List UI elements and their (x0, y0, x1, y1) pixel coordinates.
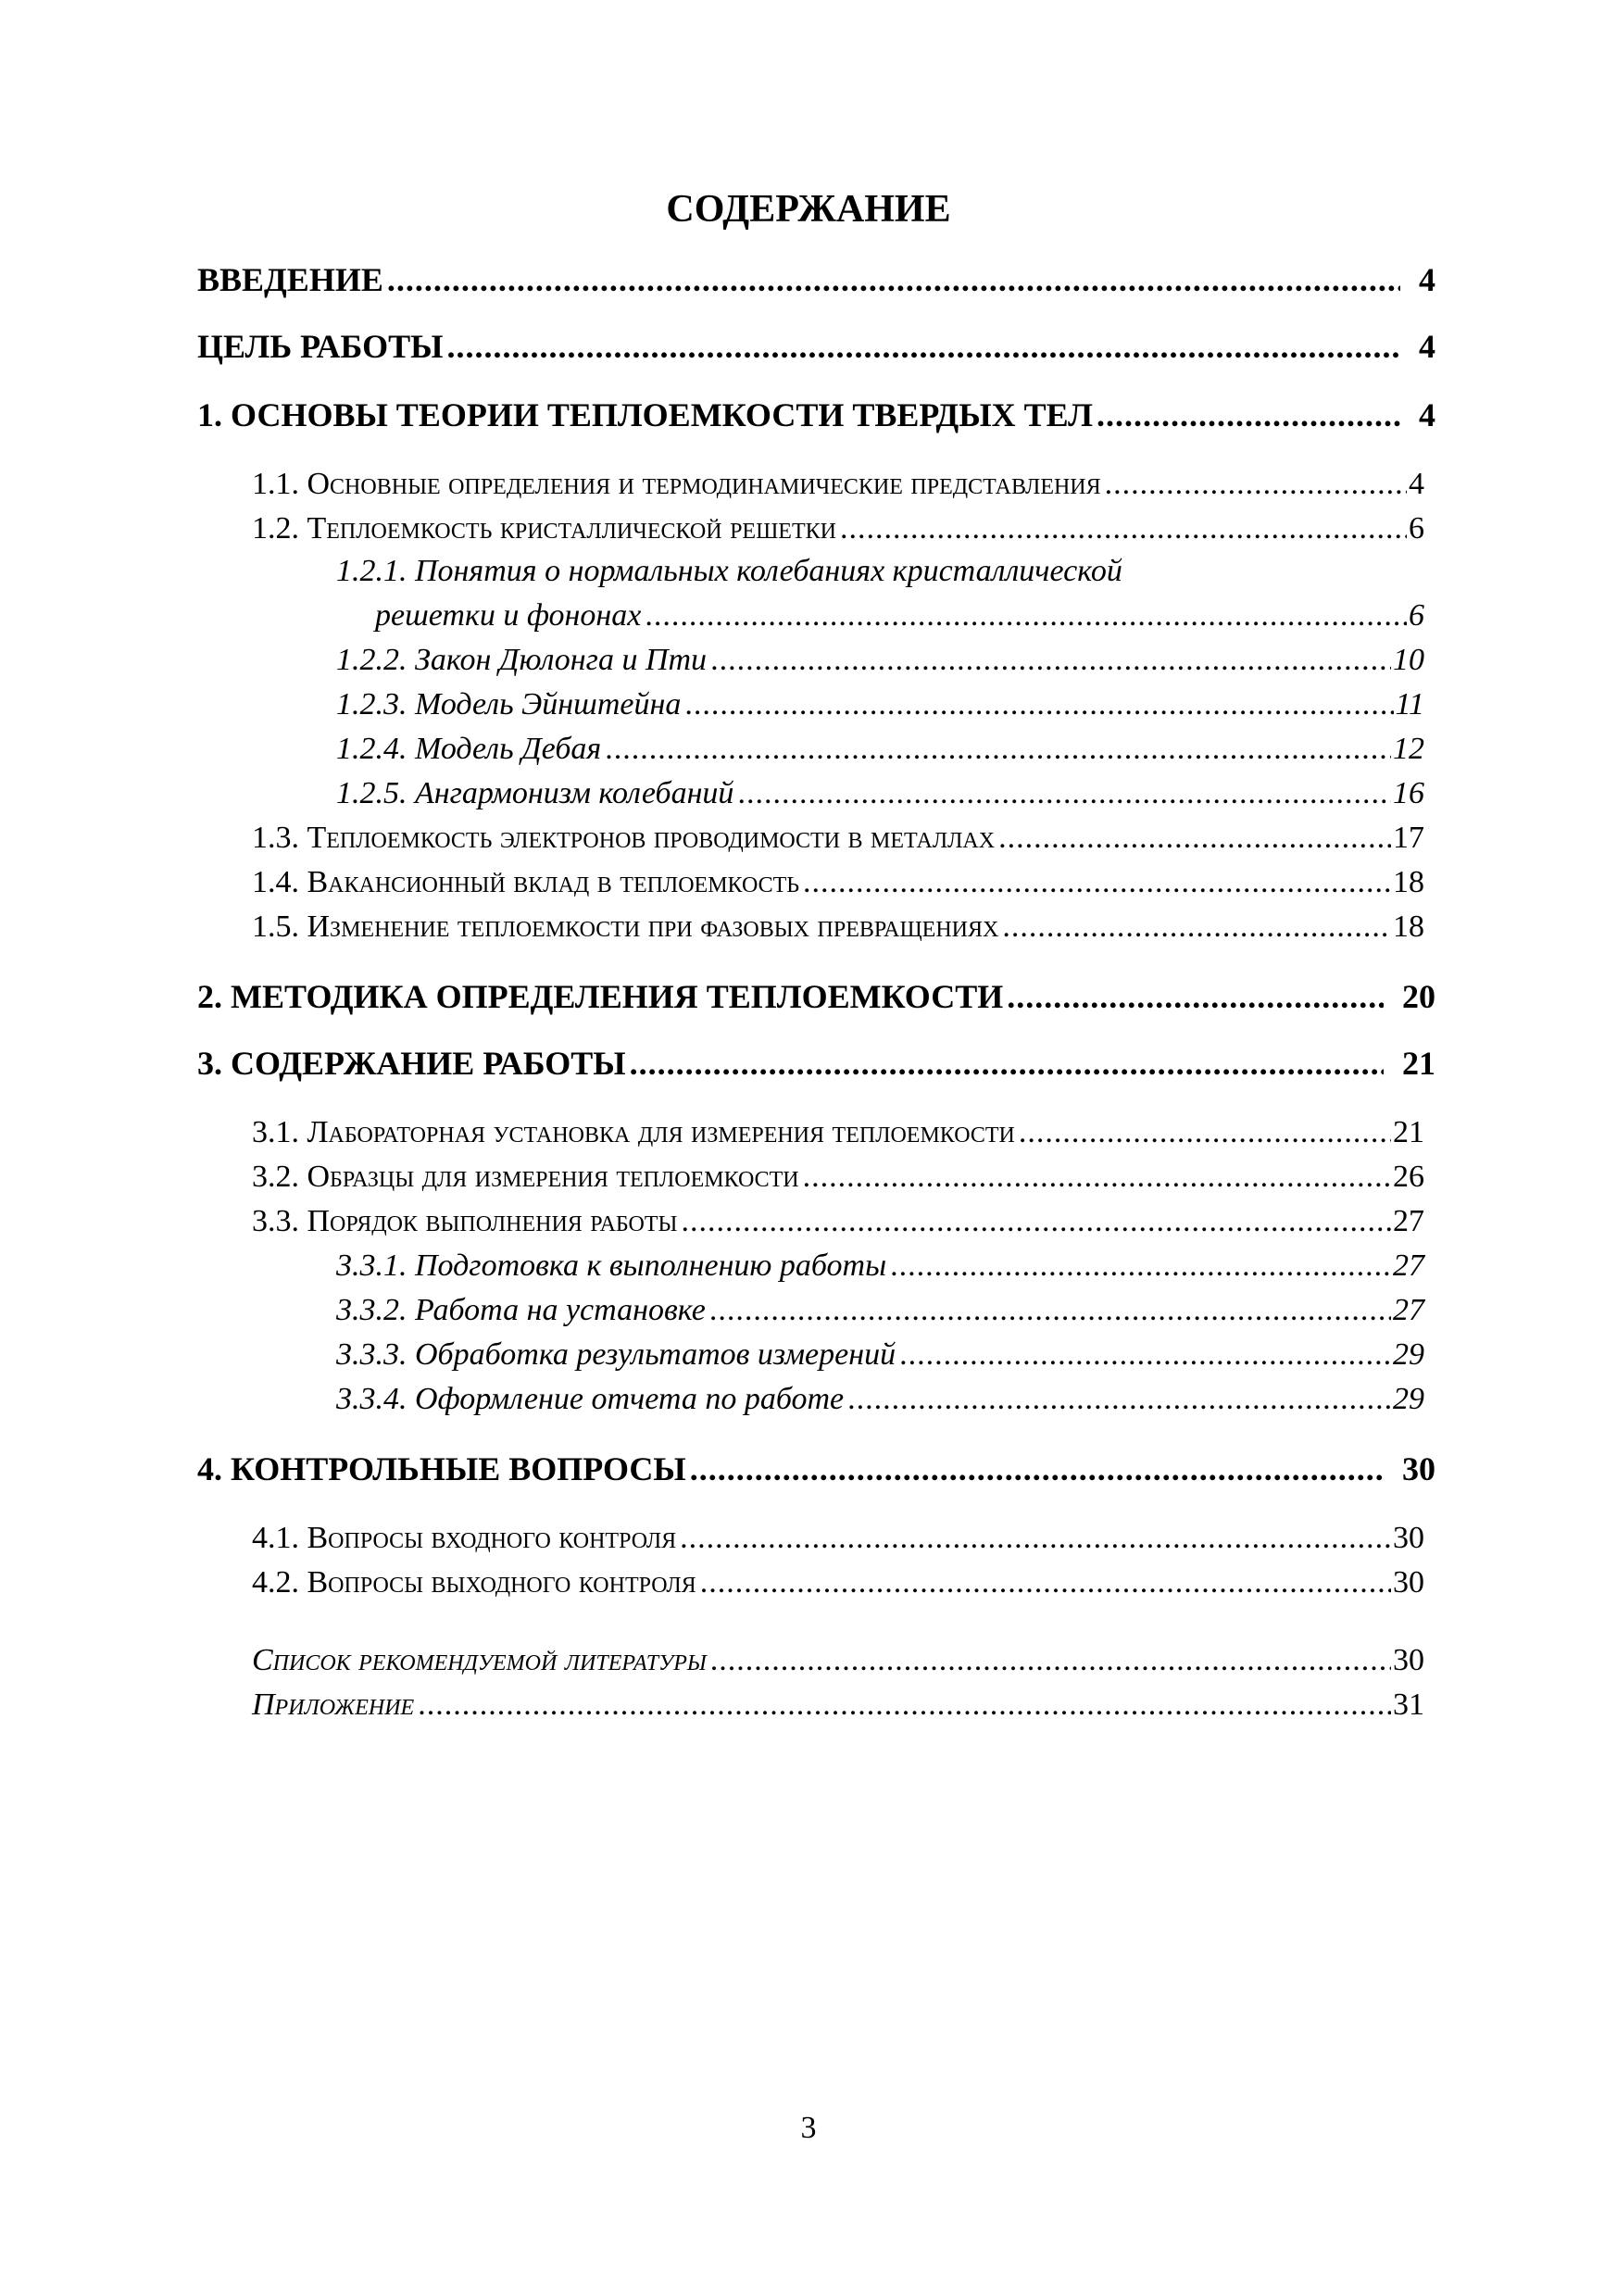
toc-entry-page: 20 (1402, 978, 1435, 1015)
dot-leader (680, 1517, 1391, 1560)
dot-leader (890, 1245, 1391, 1287)
toc-entry-page: 4 (1419, 396, 1435, 433)
dot-leader (737, 772, 1391, 815)
dot-leader (1019, 1111, 1391, 1154)
toc-entry-label: 3.3.1. Подготовка к выполнению работы (336, 1248, 887, 1283)
dot-leader (630, 1041, 1384, 1085)
dot-leader (681, 1200, 1391, 1243)
toc-entry-page: 30 (1393, 1643, 1424, 1677)
toc-entry-page: 17 (1393, 821, 1424, 855)
dot-leader (446, 324, 1400, 369)
toc-entry-section-4[interactable] (197, 1447, 1435, 1491)
toc-entry-label: Список рекомендуемой литературы (252, 1643, 707, 1677)
toc-entry-appendix[interactable] (252, 1684, 1424, 1726)
toc-entry-1-2[interactable] (252, 508, 1424, 550)
toc-entry-1-4[interactable] (252, 861, 1424, 904)
toc-entry-section-3[interactable] (197, 1041, 1435, 1085)
toc-entry-1-3[interactable] (252, 817, 1424, 859)
toc-entry-page: 29 (1393, 1337, 1424, 1372)
toc-entry-label: 1.2.4. Модель Дебая (336, 732, 602, 766)
dot-leader (700, 1562, 1391, 1604)
toc-entry-label: 3. СОДЕРЖАНИЕ РАБОТЫ (197, 1045, 626, 1082)
page-number: 3 (800, 2111, 817, 2145)
toc-entry-label: 1.2.5. Ангармонизм колебаний (336, 776, 734, 810)
toc-entry-label: 3.3.2. Работа на установке (336, 1293, 706, 1327)
toc-entry-label: 1. ОСНОВЫ ТЕОРИИ ТЕПЛОЕМКОСТИ ТВЕРДЫХ ТЕЛ (197, 396, 1093, 433)
toc-entry-page: 31 (1393, 1687, 1424, 1722)
toc-entry-1-2-3[interactable] (336, 684, 1424, 726)
toc-entry-label: 1.2.3. Модель Эйнштейна (336, 687, 682, 721)
dot-leader (645, 595, 1407, 637)
toc-entry-1-2-2[interactable] (336, 639, 1424, 682)
toc-entry-label: 2. МЕТОДИКА ОПРЕДЕЛЕНИЯ ТЕПЛОЕМКОСТИ (197, 978, 1004, 1015)
toc-entry-section-1[interactable] (197, 393, 1435, 437)
toc-entry-3-3[interactable] (252, 1200, 1424, 1243)
toc-entry-label: 3.3. Порядок выполнения работы (252, 1204, 678, 1238)
toc-entry-page: 4 (1409, 467, 1424, 501)
toc-entry-label: 1.3. Теплоемкость электронов проводимости в металлах (252, 821, 996, 855)
toc-entry-label: 3.2. Образцы для измерения теплоемкости (252, 1160, 799, 1194)
toc-entry-3-2[interactable] (252, 1156, 1424, 1198)
dot-leader (710, 639, 1391, 682)
toc-entry-page: 18 (1393, 865, 1424, 899)
dot-leader (847, 1378, 1391, 1421)
dot-leader (1105, 463, 1407, 506)
toc-entry-label: 4.2. Вопросы выходного контроля (252, 1565, 696, 1600)
toc-entry-3-3-1[interactable] (336, 1245, 1424, 1287)
toc-entry-3-1[interactable] (252, 1111, 1424, 1154)
toc-entry-page: 26 (1393, 1160, 1424, 1194)
toc-entry-page: 12 (1393, 732, 1424, 766)
dot-leader (387, 257, 1400, 302)
toc-entry-label: 4. КОНТРОЛЬНЫЕ ВОПРОСЫ (197, 1450, 686, 1487)
dot-leader (1007, 974, 1384, 1019)
toc-entry-label: 1.2. Теплоемкость кристаллической решетки (252, 511, 836, 546)
toc-entry-4-2[interactable] (252, 1562, 1424, 1604)
toc-entry-label: 1.5. Изменение теплоемкости при фазовых превращениях (252, 910, 999, 944)
toc-entry-label: 1.2.2. Закон Дюлонга и Пти (336, 643, 708, 677)
toc-entry-page: 10 (1393, 643, 1424, 677)
toc-entry-1-5[interactable] (252, 906, 1424, 948)
dot-leader (605, 728, 1391, 771)
dot-leader (684, 684, 1393, 726)
dot-leader (1097, 393, 1400, 437)
toc-entry-label: 1.4. Вакансионный вклад в теплоемкость (252, 865, 800, 899)
toc-entry-label: Приложение (252, 1687, 415, 1722)
toc-entry-1-2-4[interactable] (336, 728, 1424, 771)
dot-leader (690, 1447, 1384, 1491)
dot-leader (709, 1289, 1391, 1332)
toc-entry-page: 6 (1409, 598, 1424, 633)
dot-leader (418, 1684, 1391, 1726)
dot-leader (710, 1639, 1391, 1682)
toc-entry-page: 27 (1393, 1293, 1424, 1327)
toc-entry-page: 4 (1419, 328, 1435, 365)
dot-leader (998, 817, 1391, 859)
toc-entry-4-1[interactable] (252, 1517, 1424, 1560)
toc-entry-page: 16 (1393, 776, 1424, 810)
toc-entry-1-2-1-first-line[interactable]: 1.2.1. Понятия о нормальных колебаниях кристаллической (336, 554, 1122, 588)
toc-entry-page: 4 (1419, 261, 1435, 298)
toc-entry-1-2-1[interactable] (375, 595, 1424, 637)
toc-entry-label: 3.3.4. Оформление отчета по работе (336, 1382, 845, 1416)
dot-leader (803, 1156, 1391, 1198)
toc-entry-page: 29 (1393, 1382, 1424, 1416)
page-title: СОДЕРЖАНИЕ (666, 188, 951, 231)
toc-entry-page: 27 (1393, 1204, 1424, 1238)
toc-entry-label: решетки и фононах (375, 598, 642, 633)
toc-entry-label: 3.3.3. Обработка результатов измерений (336, 1337, 896, 1372)
toc-entry-3-3-4[interactable] (336, 1378, 1424, 1421)
toc-entry-label: 1.1. Основные определения и термодинамические представления (252, 467, 1101, 501)
toc-entry-label: ЦЕЛЬ РАБОТЫ (197, 328, 444, 365)
toc-entry-page: 21 (1402, 1045, 1435, 1082)
toc-entry-page: 6 (1409, 511, 1424, 546)
toc-entry-page: 30 (1393, 1521, 1424, 1555)
dot-leader (899, 1334, 1391, 1376)
toc-entry-section-2[interactable] (197, 974, 1435, 1019)
toc-entry-page: 30 (1402, 1450, 1435, 1487)
dot-leader (840, 508, 1407, 550)
dot-leader (1002, 906, 1391, 948)
toc-entry-page: 30 (1393, 1565, 1424, 1600)
toc-entry-references[interactable] (252, 1639, 1424, 1682)
toc-entry-page: 21 (1393, 1115, 1424, 1149)
toc-entry-1-1[interactable] (252, 463, 1424, 506)
toc-entry-introduction[interactable] (197, 257, 1435, 302)
toc-entry-goal[interactable] (197, 324, 1435, 369)
toc-entry-page: 18 (1393, 910, 1424, 944)
toc-entry-1-2-5[interactable] (336, 772, 1424, 815)
toc-entry-label: 3.1. Лабораторная установка для измерения теплоемкости (252, 1115, 1015, 1149)
toc-entry-3-3-2[interactable] (336, 1289, 1424, 1332)
dot-leader (803, 861, 1391, 904)
toc-entry-3-3-3[interactable] (336, 1334, 1424, 1376)
toc-entry-page: 11 (1395, 687, 1424, 721)
toc-entry-label: 4.1. Вопросы входного контроля (252, 1521, 677, 1555)
toc-entry-page: 27 (1393, 1248, 1424, 1283)
toc-entry-label: ВВЕДЕНИЕ (197, 261, 383, 298)
